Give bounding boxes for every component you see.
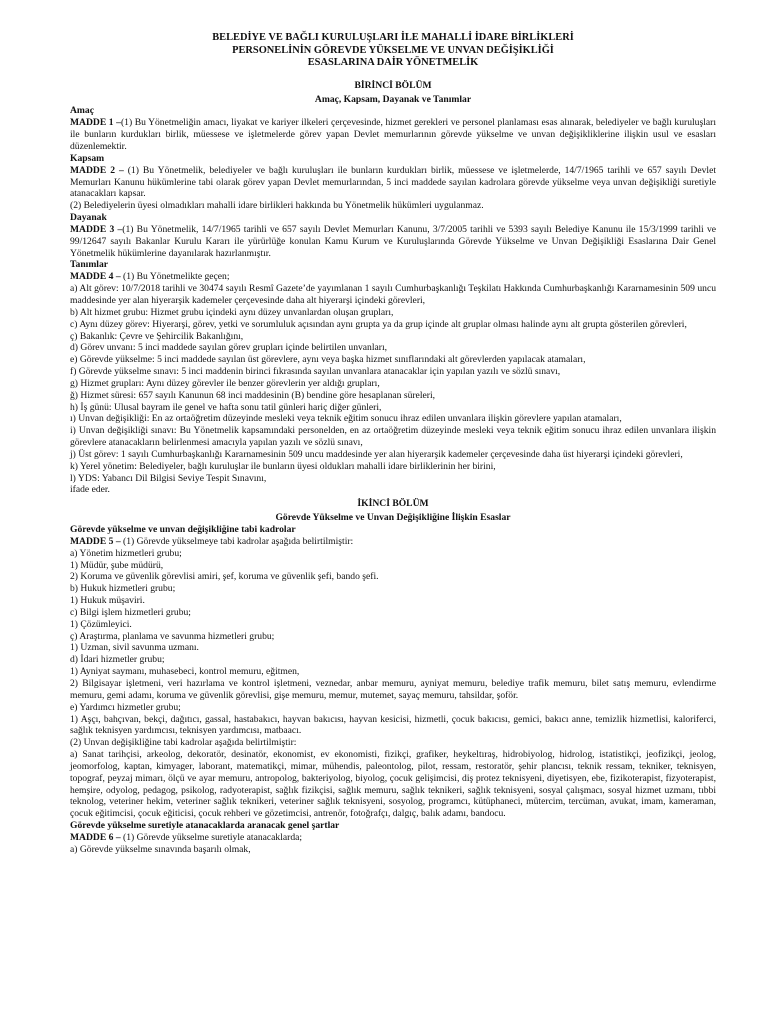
article-paragraph [70,165,716,201]
article-text: (1) Bu Yönetmelikte geçen; [120,271,230,283]
article-number: MADDE 6 – [70,831,121,843]
position-item: a) Yönetim hizmetleri grubu; [70,547,182,559]
article-heading: Tanımlar [70,259,109,271]
article-text: (1) Görevde yükselme suretiyle atanacaklarda; [120,831,303,843]
article-number: MADDE 2 – [70,164,124,176]
definition-item: e) Görevde yükselme: 5 inci maddede sayılan üst görevlere, aynı veya başka hizmet sınıflarındaki alt görevlerden yapılacak atamaları, [70,354,586,366]
definition-item: b) Alt hizmet grubu: Hizmet grubu içindeki aynı düzey unvanlardan oluşan grupları, [70,306,394,318]
article-text: (1) Bu Yönetmelik, belediyeler ve bağlı kuruluşları ile bunların kurdukları birlik, müessese ve işletmelerde, 14/7/1965 tarihli ve 657 sayılı Devlet Memurları Kanunu hükümlerine tabi olarak görev yapan Devlet memurlarından, 5 inci maddede sayılan kadrolara görevde yükselme veya unvan değişikliği suretiyle atanacakları kapsar. [70,164,716,200]
condition-item: a) Görevde yükselme sınavında başarılı olmak, [70,843,251,855]
position-item: b) Hukuk hizmetleri grubu; [70,583,176,595]
position-list [70,548,716,820]
position-item: 1) Ayniyat saymanı, muhasebeci, kontrol memuru, eğitmen, [70,666,300,678]
title-line: BELEDİYE VE BAĞLI KURULUŞLARI İLE MAHALLİ İDARE BİRLİKLERİ [212,32,574,43]
article-heading: Amaç [70,105,94,117]
position-item: c) Bilgi işlem hizmetleri grubu; [70,606,191,618]
article-heading: Görevde yükselme ve unvan değişikliğine tabi kadrolar [70,524,296,535]
definition-item: h) İş günü: Ulusal bayram ile genel ve hafta sonu tatil günleri hariç diğer günleri, [70,401,382,413]
part-subheading: Görevde Yükselme ve Unvan Değişikliğine İlişkin Esaslar [275,512,511,524]
definition-item: d) Görev unvanı: 5 inci maddede sayılan görev grupları içinde belirtilen unvanları, [70,342,388,354]
definition-item: ifade eder. [70,484,110,496]
article-heading: Dayanak [70,212,107,224]
condition-list [70,844,716,856]
definition-item: ç) Bakanlık: Çevre ve Şehircilik Bakanlığını, [70,330,244,342]
article-heading: Görevde yükselme suretiyle atanacaklarda aranacak genel şartlar [70,820,340,832]
definition-item: ı) Unvan değişikliği: En az ortaöğretim düzeyinde mesleki veya teknik eğitim sonucu ihraz edilen unvanlara ilişkin görevlere yapılan atamaları, [70,413,622,425]
article-number: MADDE 4 – [70,271,121,283]
document-title [70,32,716,70]
article-paragraph [70,832,716,844]
definition-item: g) Hizmet grupları: Aynı düzey görevler ile benzer görevlerin yer aldığı grupları, [70,377,380,389]
article-number: MADDE 3 – [70,223,123,235]
definition-item: i) Unvan değişikliği sınavı: Bu Yönetmelik kapsamındaki personelden, en az ortaöğretim düzeyinde mesleki veya teknik eğitim sonucu ihraz edilen unvanlara ilişkin görevlere atanacakların belirlenmesi amacıyla yapılan yazılı ve sözlü sınavı, [70,425,716,449]
article-paragraph [70,536,716,548]
article-text: (1) Bu Yönetmeliğin amacı, liyakat ve kariyer ilkeleri çerçevesinde, hizmet gerekleri ve personel planlaması esas alınarak, belediyeler ve bağlı kuruluşları ile bunların kurdukları birlik, müessese ve işletmelerde görev yapan Devlet memurlarının görevde yükselme ve unvan değişikliklerine ilişkin usul ve esasları düzenlemektir. [70,117,716,152]
article-paragraph [70,117,716,153]
part-subheading: Amaç, Kapsam, Dayanak ve Tanımlar [314,93,472,105]
part-heading: BİRİNCİ BÖLÜM [354,79,432,91]
position-item: (2) Unvan değişikliğine tabi kadrolar aşağıda belirtilmiştir: [70,737,297,749]
article-paragraph [70,271,716,283]
article-text: (1) Görevde yükselmeye tabi kadrolar aşağıda belirtilmiştir: [120,535,354,547]
position-item: 2) Koruma ve güvenlik görevlisi amiri, şef, koruma ve güvenlik şefi, bando şefi. [70,571,379,583]
title-line: ESASLARINA DAİR YÖNETMELİK [307,57,479,69]
article-paragraph [70,224,716,260]
article-text: (1) Bu Yönetmelik, 14/7/1965 tarihli ve 657 sayılı Devlet Memurları Kanunu, 3/7/2005 tarihli ve 5393 sayılı Belediye Kanunu ile 15/3/1999 tarihli ve 99/12647 sayılı Bakanlar Kurulu Kararı ile yürürlüğe konulan Kamu Kurum ve Kuruluşlarında Görevde Yükselme ve Unvan Değişikliği Esaslarına Dair Genel Yönetmelik hükümlerine dayanılarak hazırlanmıştır. [70,223,716,259]
title-line: PERSONELİNİN GÖREVDE YÜKSELME VE UNVAN DEĞİŞİKLİĞİ [232,44,554,56]
position-item: 1) Uzman, sivil savunma uzmanı. [70,642,199,654]
position-item: a) Sanat tarihçisi, arkeolog, dekoratör, desinatör, ekonomist, ev ekonomisti, fizikçi, grafiker, heykeltıraş, hidrobiyolog, hidrolog, istatistikçi, jeofizikçi, jeolog, jeomorfolog, kaptan, kimyager, laborant, matematikçi, mimar, mühendis, paleontolog, pilot, ressam, restoratör, şehir plancısı, teknik ressam, tekniker, teknisyen, topograf, peyzaj mimarı, ölçü ve ayar memuru, antropolog, bakteriyolog, biyolog, çocuk gelişimcisi, diş protez teknisyeni, diyetisyen, ebe, fizikoterapist, fizyoterapist, hemşire, odyolog, pedagog, psikolog, radyoterapist, sağlık fizikçisi, sağlık memuru, sağlık teknikeri, sağlık teknisyeni, sosyal çalışmacı, sosyal hizmet uzmanı, tıbbi teknolog, veteriner hekim, veteriner sağlık teknikeri, veteriner sağlık teknisyeni, sosyolog, programcı, kütüphaneci, mütercim, tercüman, avukat, imam, kameraman, çocuk eğitimcisi, çocuk eğiticisi, çocuk rehberi ve gözetimcisi, antrenör, fotoğrafçı, dalgıç, balık adamı, bandocu. [70,749,716,820]
position-item: 1) Aşçı, bahçıvan, bekçi, dağıtıcı, gassal, hastabakıcı, hayvan bakıcısı, hayvan kesicisi, hizmetli, çocuk bakıcısı, gemici, bakıcı anne, temizlik hizmetlisi, kaloriferci, sağlık teknisyen yardımcısı, teknisyen yardımcısı, matbaacı. [70,713,716,737]
definition-item: j) Üst görev: 1 sayılı Cumhurbaşkanlığı Kararnamesinin 509 uncu maddesinde yer alan hiyerarşik kademeler çerçevesinde daha üst hiyerarşi içindeki görevleri, [70,448,683,460]
position-item: 2) Bilgisayar işletmeni, veri hazırlama ve kontrol işletmeni, veznedar, anbar memuru, ayniyat memuru, belediye trafik memuru, bilet satış memuru, evlendirme memuru, gemi adamı, koruma ve güvenlik görevlisi, gişe memuru, memur, mutemet, sayaç memuru, tahsildar, şoför. [70,677,716,701]
article-heading: Kapsam [70,152,105,164]
definition-item: c) Aynı düzey görev: Hiyerarşi, görev, yetki ve sorumluluk açısından aynı grupta ya da grup içinde alt gruplar olması halinde aynı alt grupta gösterilen görevleri, [70,318,687,330]
position-item: 1) Hukuk müşaviri. [70,595,145,607]
definition-list [70,283,716,496]
part-heading: İKİNCİ BÖLÜM [357,498,429,510]
definition-item: l) YDS: Yabancı Dil Bilgisi Seviye Tespit Sınavını, [70,472,267,484]
position-item: e) Yardımcı hizmetler grubu; [70,701,181,713]
definition-item: ğ) Hizmet süresi: 657 sayılı Kanunun 68 inci maddesinin (B) bendine göre hesaplanan süreleri, [70,389,436,401]
definition-item: f) Görevde yükselme sınavı: 5 inci maddenin birinci fıkrasında sayılan unvanlara atanacaklar için yapılan yazılı ve sözlü sınavı, [70,366,561,378]
definition-item: a) Alt görev: 10/7/2018 tarihli ve 30474 sayılı Resmî Gazete’de yayımlanan 1 sayılı Cumhurbaşkanlığı Teşkilatı Hakkında Cumhurbaşkanlığı Kararnamesinin 509 uncu maddesinde yer alan hiyerarşik kademeler çerçevesinde daha alt hiyerarşi içindeki görevleri, [70,283,716,306]
article-number: MADDE 1 – [70,117,121,129]
position-item: d) İdari hizmetler grubu; [70,654,165,666]
article-paragraph: (2) Belediyelerin üyesi olmadıkları mahalli idare birlikleri hakkında bu Yönetmelik hükümleri uygulanmaz. [70,200,484,212]
definition-item: k) Yerel yönetim: Belediyeler, bağlı kuruluşlar ile bunların üyesi oldukları mahalli idare birliklerinin her birini, [70,460,496,472]
position-item: ç) Araştırma, planlama ve savunma hizmetleri grubu; [70,630,275,642]
article-number: MADDE 5 – [70,535,121,547]
position-item: 1) Müdür, şube müdürü, [70,559,164,571]
position-item: 1) Çözümleyici. [70,618,132,630]
